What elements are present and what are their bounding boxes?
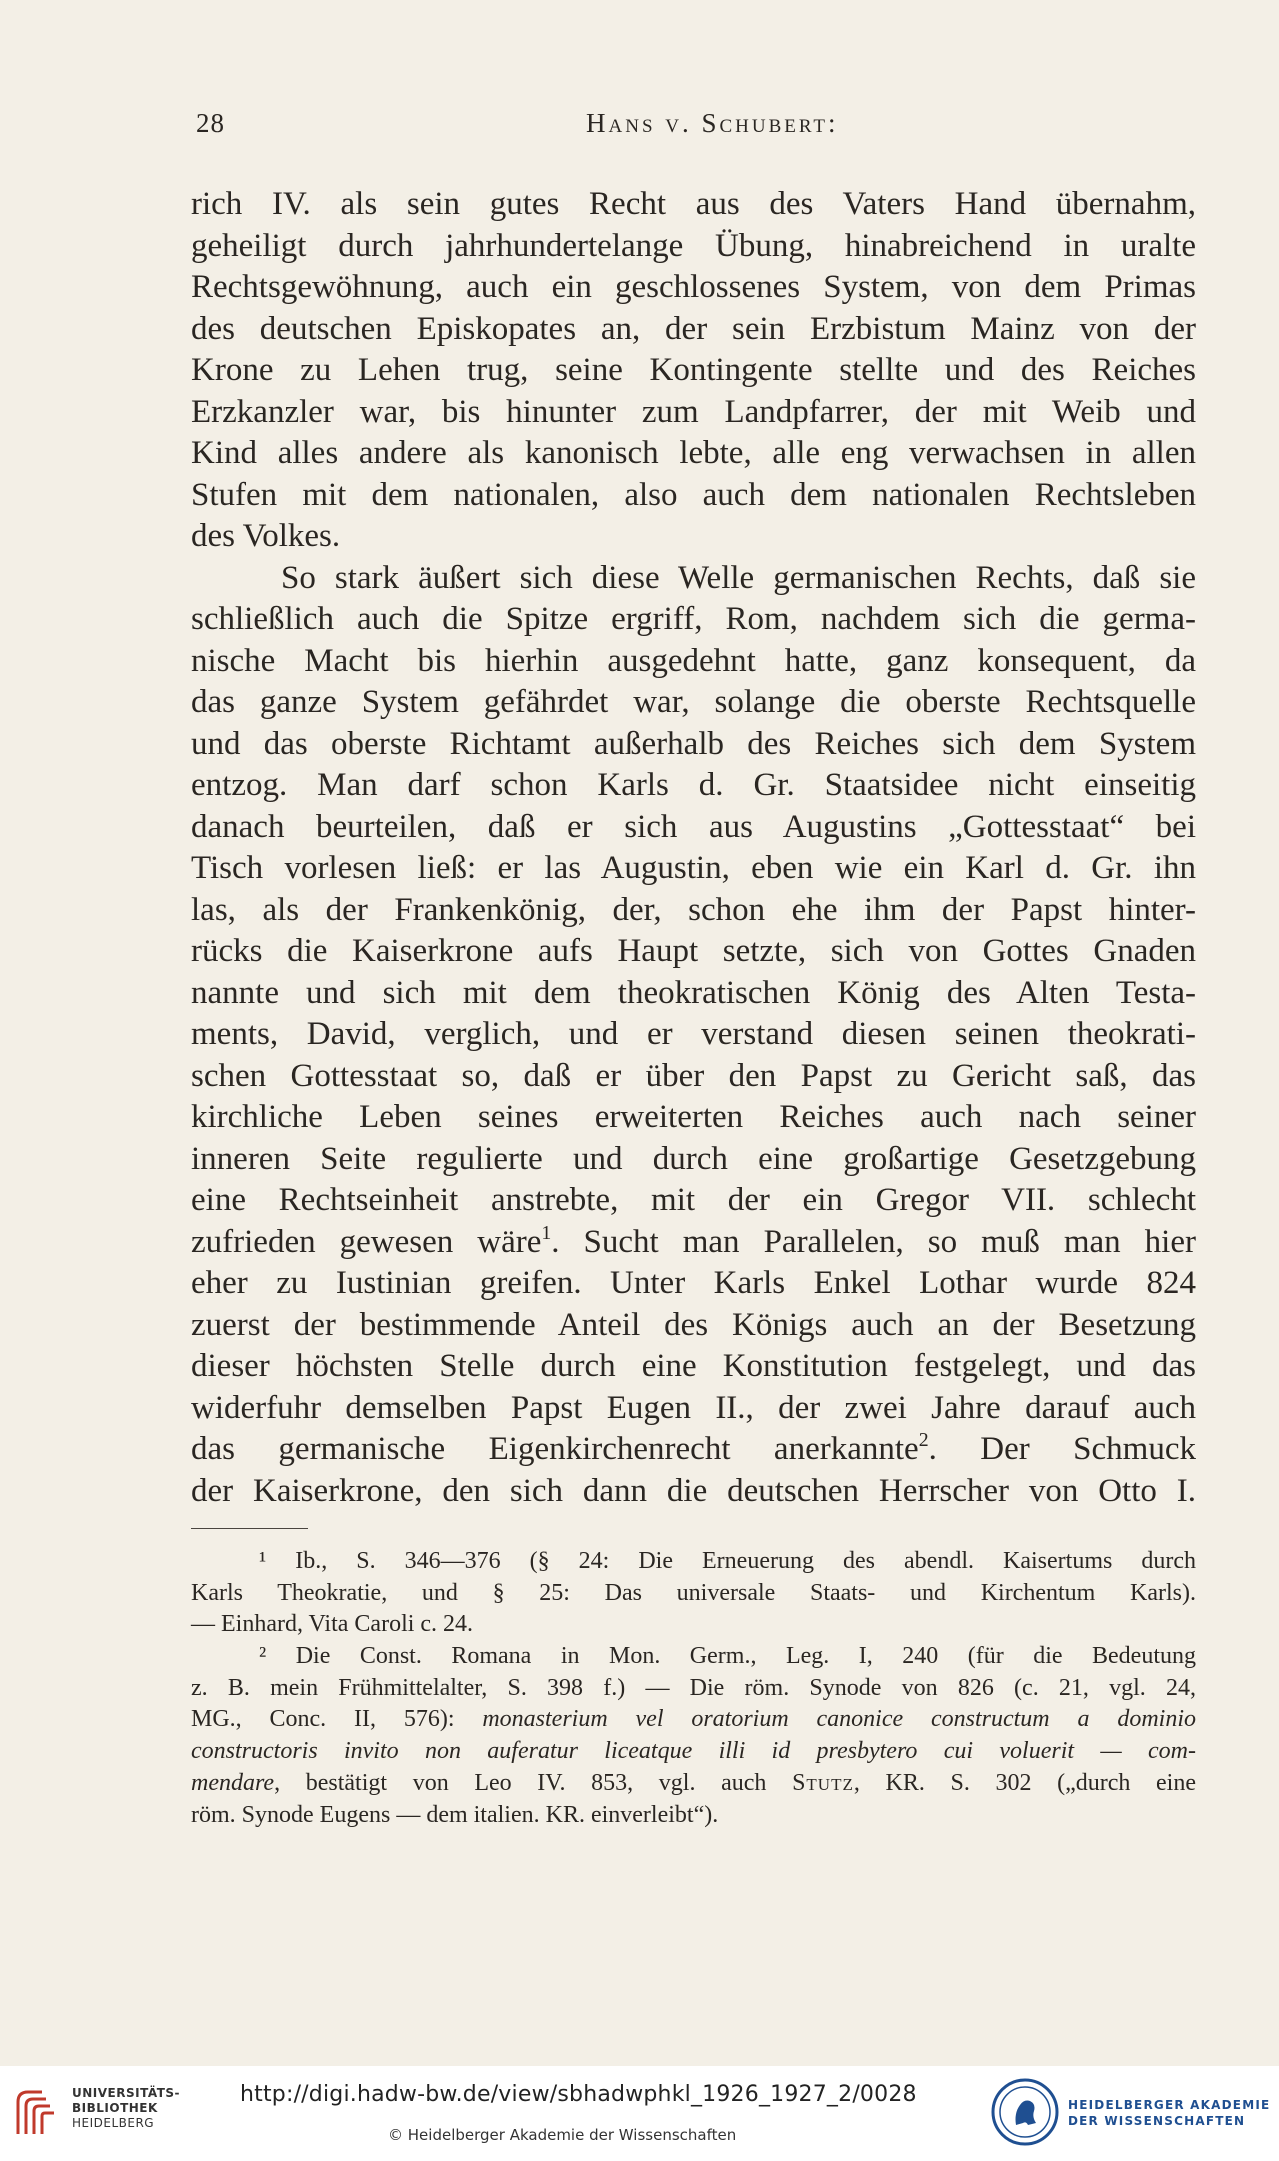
main-body-text [191,184,1196,1512]
academy-name [1068,2097,1270,2129]
body-line-with-footnote-ref [191,1429,1196,1471]
body-line: schließlich auch die Spitze ergriff, Rom, nachdem sich die germa- [191,601,1196,637]
university-library-name [72,2086,180,2131]
body-line: las, als der Frankenkönig, der, schon ehe ihm der Papst hinter- [191,891,1196,928]
running-head-title: Hans v. Schubert: [586,108,839,138]
academy-line: DER WISSENSCHAFTEN [1068,2114,1246,2128]
body-line: eher zu Iustinian greifen. Unter Karls Enkel Lothar wurde 824 [191,1265,1196,1301]
viewer-footer [0,2066,1279,2161]
body-line: Rechtsgewöhnung, auch ein geschlossenes System, von dem Primas [191,269,1196,305]
footnote-text: , bestätigt von Leo IV. 853, vgl. auch [274,1769,793,1796]
footnote-divider [191,1528,308,1529]
library-line: BIBLIOTHEK [72,2101,158,2115]
copyright-notice: © Heidelberger Akademie der Wissenschaften [388,2126,737,2144]
body-line: entzog. Man darf schon Karls d. Gr. Staatsidee nicht einseitig [191,767,1196,803]
footnote-1-line: — Einhard, Vita Caroli c. 24. [191,1611,474,1638]
body-line: nannte und sich mit dem theokratischen König des Alten Testa- [191,974,1196,1011]
body-line: Tisch vorlesen ließ: er las Augustin, eben wie ein Karl d. Gr. ihn [191,850,1196,886]
footnote-text: MG., Conc. II, 576): [191,1706,483,1733]
body-line: Krone zu Lehen trug, seine Kontingente stellte und des Reiches [191,352,1196,388]
body-line-text: . Sucht man Parallelen, so muß man hier [551,1223,1196,1260]
academy-seal-icon[interactable] [990,2077,1060,2147]
footnote-ref-2[interactable]: 2 [918,1429,929,1452]
body-line: zuerst der bestimmende Anteil des Königs auch an der Besetzung [191,1306,1196,1343]
body-line: nische Macht bis hierhin ausgedehnt hatte, ganz konsequent, da [191,642,1196,679]
body-line: des Volkes. [191,518,341,554]
library-line: UNIVERSITÄTS- [72,2086,181,2100]
footnote-2-line: constructoris invito non auferatur liceatque illi id presbytero cui voluerit — com- [191,1738,1196,1765]
footnote-2-line: z. B. mein Frühmittelalter, S. 398 f.) — Die röm. Synode von 826 (c. 21, vgl. 24, [191,1674,1196,1701]
footnote-text: , KR. S. 302 („durch eine [853,1769,1196,1796]
body-line: Kind alles andere als kanonisch lebte, alle eng verwachsen in allen [191,435,1196,471]
footnote-ref-1[interactable]: 1 [541,1221,552,1244]
body-line: rücks die Kaiserkrone aufs Haupt setzte, sich von Gottes Gnaden [191,933,1196,969]
body-line: Stufen mit dem nationalen, also auch dem nationalen Rechtsleben [191,476,1196,513]
latin-quote: monasterium vel oratorium canonice constructum a dominio [482,1706,1196,1733]
body-line: und das oberste Richtamt außerhalb des Reiches sich dem System [191,725,1196,762]
academy-line: HEIDELBERGER AKADEMIE [1068,2098,1271,2112]
body-line: das ganze System gefährdet war, solange die oberste Rechtsquelle [191,684,1196,720]
running-head [196,108,1196,144]
body-line: inneren Seite regulierte und durch eine großartige Gesetzgebung [191,1140,1196,1177]
body-line-text: das germanische Eigenkirchenrecht anerkannte [191,1431,919,1467]
footnote-2-line [191,1704,1196,1736]
body-line-text: zufrieden gewesen wäre [191,1223,542,1260]
body-line: kirchliche Leben seines erweiterten Reiches auch nach seiner [191,1099,1196,1135]
latin-quote: mendare [191,1769,275,1796]
body-line: geheiligt durch jahrhundertelange Übung, hinabreichend in uralte [191,227,1196,264]
footnote-2-line [191,1768,1196,1800]
body-line: rich IV. als sein gutes Recht aus des Vaters Hand übernahm, [191,186,1196,222]
footnote-1-line: Karls Theokratie, und § 25: Das universale Staats- und Kirchentum Karls). [191,1579,1196,1606]
permalink-url[interactable]: http://digi.hadw-bw.de/view/sbhadwphkl_1926_1927_2/0028 [240,2082,917,2107]
footnote-2-line: ² Die Const. Romana in Mon. Germ., Leg. I, 240 (für die Bedeutung [259,1643,1196,1670]
body-line: des deutschen Episkopates an, der sein Erzbistum Mainz von der [191,310,1196,347]
body-line: ments, David, verglich, und er verstand diesen seinen theokrati- [191,1016,1196,1052]
body-line: Erzkanzler war, bis hinunter zum Landpfarrer, der mit Weib und [191,393,1196,430]
page-number: 28 [196,108,225,138]
body-line: schen Gottesstaat so, daß er über den Papst zu Gericht saß, das [191,1057,1196,1094]
library-line: HEIDELBERG [72,2116,155,2130]
body-line-text: . Der Schmuck [928,1431,1196,1467]
body-line: So stark äußert sich diese Welle germanischen Rechts, daß sie [281,559,1196,596]
body-line: der Kaiserkrone, den sich dann die deutschen Herrscher von Otto I. [191,1472,1196,1509]
author-name: Stutz [792,1769,854,1796]
body-line: eine Rechtseinheit anstrebte, mit der ein Gregor VII. schlecht [191,1182,1196,1218]
footnote-1-line: ¹ Ib., S. 346—376 (§ 24: Die Erneuerung des abendl. Kaisertums durch [259,1548,1196,1574]
university-library-logo-icon[interactable] [12,2084,66,2138]
body-line-with-footnote-ref [191,1222,1196,1264]
body-line: dieser höchsten Stelle durch eine Konstitution festgelegt, und das [191,1348,1196,1384]
body-line: danach beurteilen, daß er sich aus Augustins „Gottesstaat“ bei [191,808,1196,845]
footnotes [191,1546,1196,1831]
footnote-2-line: röm. Synode Eugens — dem italien. KR. einverleibt“). [191,1801,719,1828]
body-line: widerfuhr demselben Papst Eugen II., der zwei Jahre darauf auch [191,1389,1196,1426]
